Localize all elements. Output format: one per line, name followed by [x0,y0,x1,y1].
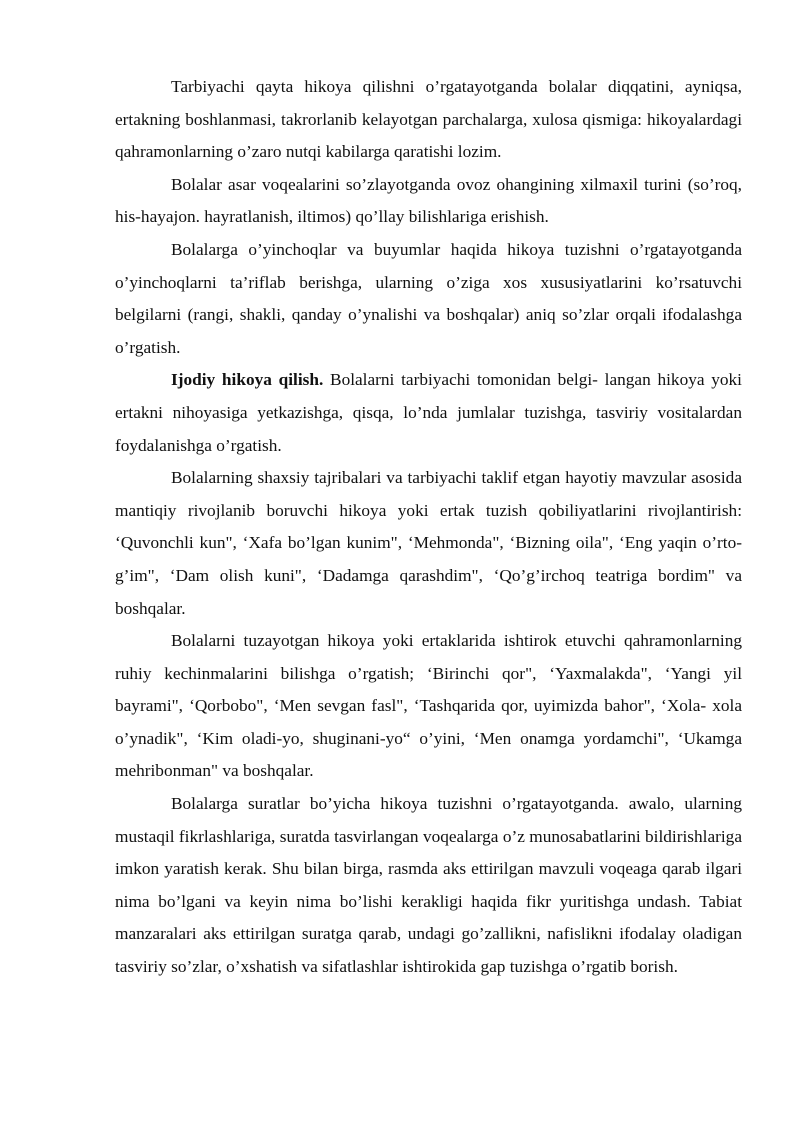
paragraph-1-text: Tarbiyachi qayta hikoya qilishni o’rgatayotganda bolalar diqqatini, ayniqsa, ertakning boshlanmasi, takrorlanib kelayotgan parchalarga, xulosa qismiga: hikoyalardagi qahramonlarning o’zaro nutqi kabilarga qaratishi lozim. [115,77,742,162]
paragraph-6 [115,625,742,788]
paragraph-4-heading: Ijodiy hikoya qilish. [171,370,324,390]
paragraph-6-text: Bolalarni tuzayotgan hikoya yoki ertaklarida ishtirok etuvchi qahramonlarning ruhiy kechinmalarini bilishga o’rgatish; ‘Birinchi qor", ‘Yaxmalakda", ‘Yangi yil bayrami", ‘Qorbobo", ‘Men sevgan fasl", ‘Tashqarida qor, uyimizda bahor", ‘Xola- xola o’ynadik", ‘Kim oladi-yo, shuginani-yo“ o’yini, ‘Men onamga yordamchi", ‘Ukamga mehribonman" va boshqalar. [115,631,742,781]
paragraph-7-text: Bolalarga suratlar bo’yicha hikoya tuzishni o’rgatayotganda. awalo, ularning mustaqil fikrlashlariga, suratda tasvirlangan voqealarga o’z munosabatlarini bildirishlariga imkon yaratish kerak. Shu bilan birga, rasmda aks ettirilgan mavzuli voqeaga qarab ilgari nima bo’lgani va keyin nima bo’lishi kerakligi haqida fikr yuritishga undash. Tabiat manzaralari aks ettirilgan suratga qarab, undagi go’zallikni, nafislikni ifodalay oladigan tasviriy so’zlar, o’xshatish va sifatlashlar ishtirokida gap tuzishga o’rgatib borish. [115,794,742,977]
paragraph-2-text: Bolalar asar voqealarini so’zlayotganda ovoz ohangining xilmaxil turini (so’roq, his-hayajon. hayratlanish, iltimos) qo’llay bilishlariga erishish. [115,174,742,227]
paragraph-7 [115,788,742,984]
paragraph-4 [115,364,742,462]
paragraph-1 [115,71,742,169]
paragraph-2 [115,169,742,234]
document-page [115,71,742,984]
paragraph-5 [115,462,742,625]
paragraph-3 [115,234,742,364]
paragraph-5-text: Bolalarning shaxsiy tajribalari va tarbiyachi taklif etgan hayotiy mavzular asosida mantiqiy rivojlanib boruvchi hikoya yoki ertak tuzish qobiliyatlarini rivojlantirish: ‘Quvonchli kun", ‘Xafa bo’lgan kunim", ‘Mehmonda", ‘Bizning oila", ‘Eng yaqin o’rto- g’im", ‘Dam olish kuni", ‘Dadamga qarashdim", ‘Qo’g’irchoq teatriga bordim" va boshqalar. [115,468,742,618]
paragraph-4-text: Bolalarni tarbiyachi tomonidan belgi- langan hikoya yoki ertakni nihoyasiga yetkazishga, qisqa, lo’nda jumlalar tuzishga, tasviriy vositalardan foydalanishga o’rgatish. [115,370,742,455]
paragraph-3-text: Bolalarga o’yinchoqlar va buyumlar haqida hikoya tuzishni o’rgatayotganda o’yinchoqlarni ta’riflab berishga, ularning o’ziga xos xususiyatlarini ko’rsatuvchi belgilarni (rangi, shakli, qanday o’ynalishi va boshqalar) aniq so’zlar orqali ifodalashga o’rgatish. [115,239,742,357]
